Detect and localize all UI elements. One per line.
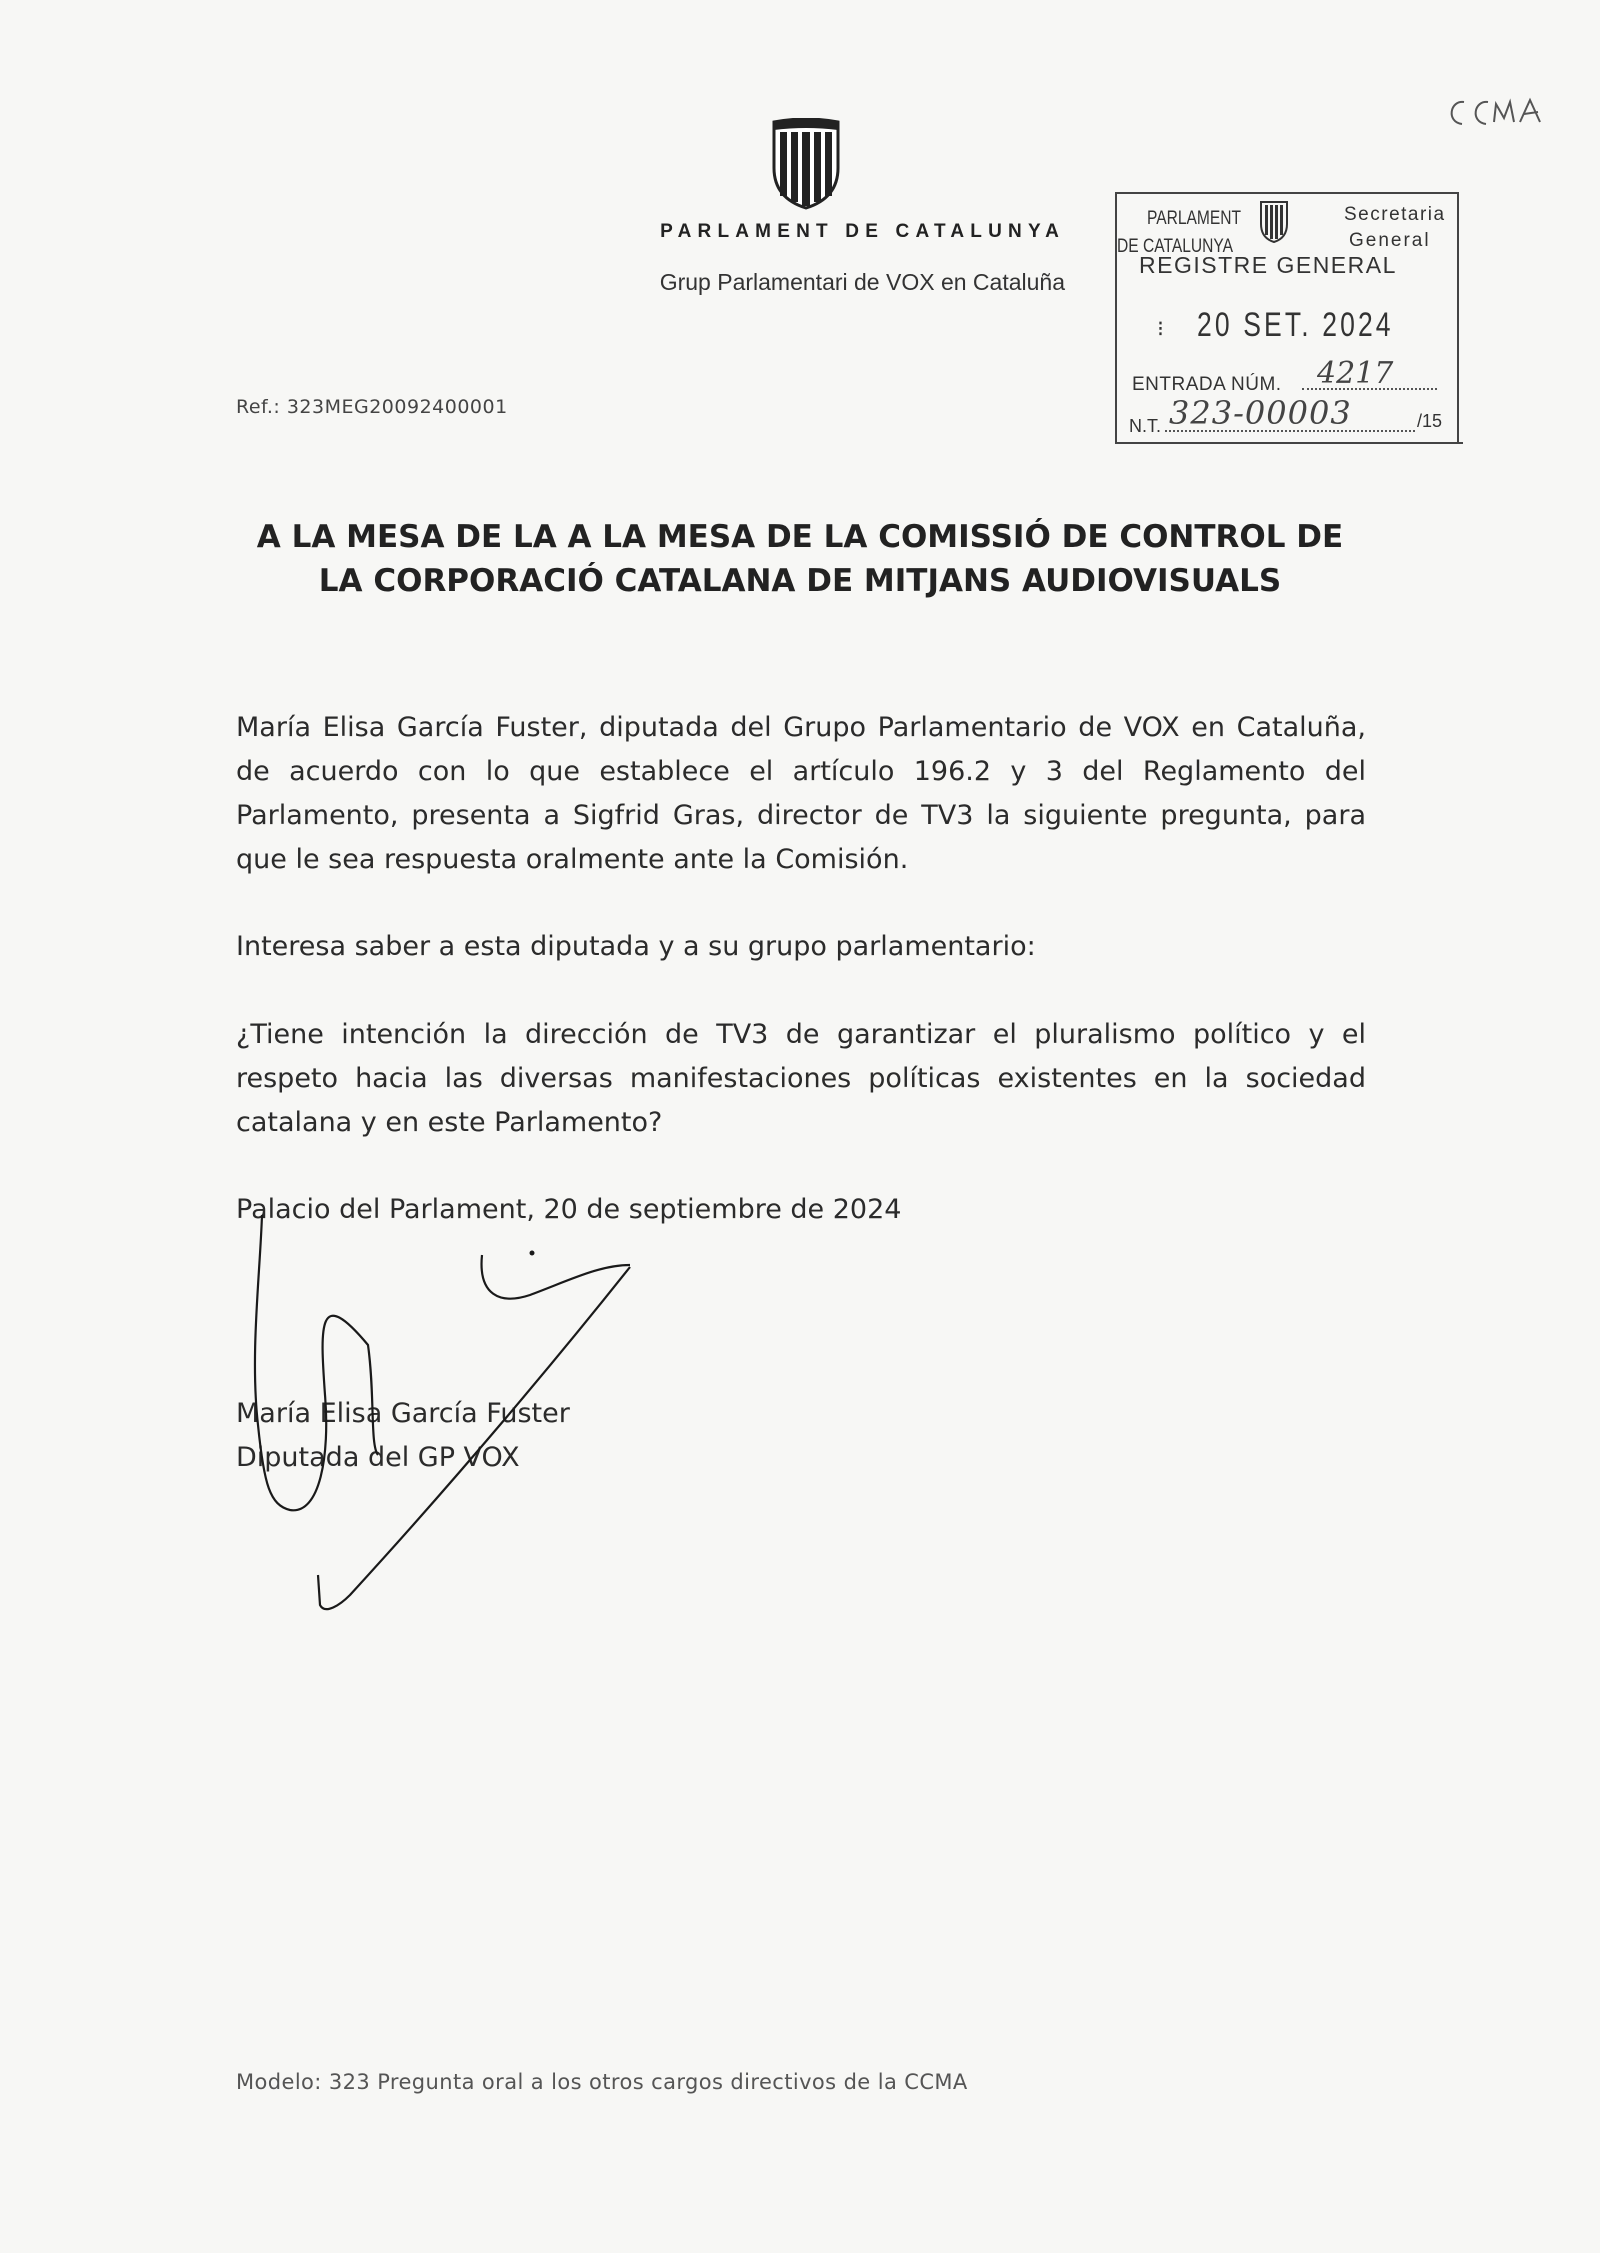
stamp-nt-number: 323-00003 bbox=[1169, 394, 1352, 432]
signatory-name: María Elisa García Fuster bbox=[236, 1398, 570, 1429]
stamp-crest-icon bbox=[1259, 200, 1289, 244]
parliament-crest-logo bbox=[768, 118, 844, 210]
document-reference: Ref.: 323MEG20092400001 bbox=[236, 396, 508, 418]
organization-name: PARLAMENT DE CATALUNYA bbox=[660, 221, 1065, 242]
parliamentary-group-name: Grup Parlamentari de VOX en Cataluña bbox=[659, 269, 1065, 295]
stamp-line-registre: REGISTRE GENERAL bbox=[1139, 252, 1397, 278]
handwritten-margin-note bbox=[1442, 88, 1552, 138]
stamp-nt-label: N.T. bbox=[1129, 416, 1162, 436]
stamp-line-parlament: PARLAMENT bbox=[1147, 208, 1242, 229]
document-footer: Modelo: 323 Pregunta oral a los otros cargos directivos de la CCMA bbox=[236, 2070, 968, 2094]
stamp-entry-number: 4217 bbox=[1317, 356, 1394, 391]
stamp-line-secretaria: Secretaria bbox=[1344, 204, 1446, 225]
signatory-role: Diputada del GP VOX bbox=[236, 1442, 520, 1473]
body-question: ¿Tiene intención la dirección de TV3 de garantizar el pluralismo político y el respeto hacia las diversas manifestaciones políticas existentes en la sociedad catalana y en este Parlamento? bbox=[236, 1019, 1366, 1138]
place-and-date: Palacio del Parlament, 20 de septiembre de 2024 bbox=[236, 1194, 902, 1225]
handwritten-signature bbox=[200, 1195, 660, 1635]
registry-stamp: PARLAMENT DE CATALUNYA Secretaria General REGISTRE GENERAL ⁝ 20 SET. 2024 ENTRADA NÚM. 4217 N.T. 323-00003 /15 bbox=[1115, 192, 1459, 444]
stamp-line-catalunya: DE CATALUNYA bbox=[1117, 236, 1234, 257]
document-title: A LA MESA DE LA A LA MESA DE LA COMISSIÓ DE CONTROL DE LA CORPORACIÓ CATALANA DE MITJANS AUDIOVISUALS bbox=[256, 519, 1344, 599]
stamp-nt-suffix: /15 bbox=[1417, 411, 1443, 431]
body-paragraph-intro: María Elisa García Fuster, diputada del Grupo Parlamentario de VOX en Cataluña, de acuerdo con lo que establece el artículo 196.2 y 3 del Reglamento del Parlamento, presenta a Sigfrid Gras, director de TV3 la siguiente pregunta, para que le sea respuesta oralmente ante la Comisión. bbox=[236, 712, 1366, 875]
stamp-entry-label: ENTRADA NÚM. bbox=[1132, 374, 1282, 395]
stamp-date: 20 SET. 2024 bbox=[1197, 306, 1394, 344]
body-paragraph-interest: Interesa saber a esta diputada y a su grupo parlamentario: bbox=[236, 931, 1036, 962]
stamp-line-general: General bbox=[1349, 230, 1431, 251]
